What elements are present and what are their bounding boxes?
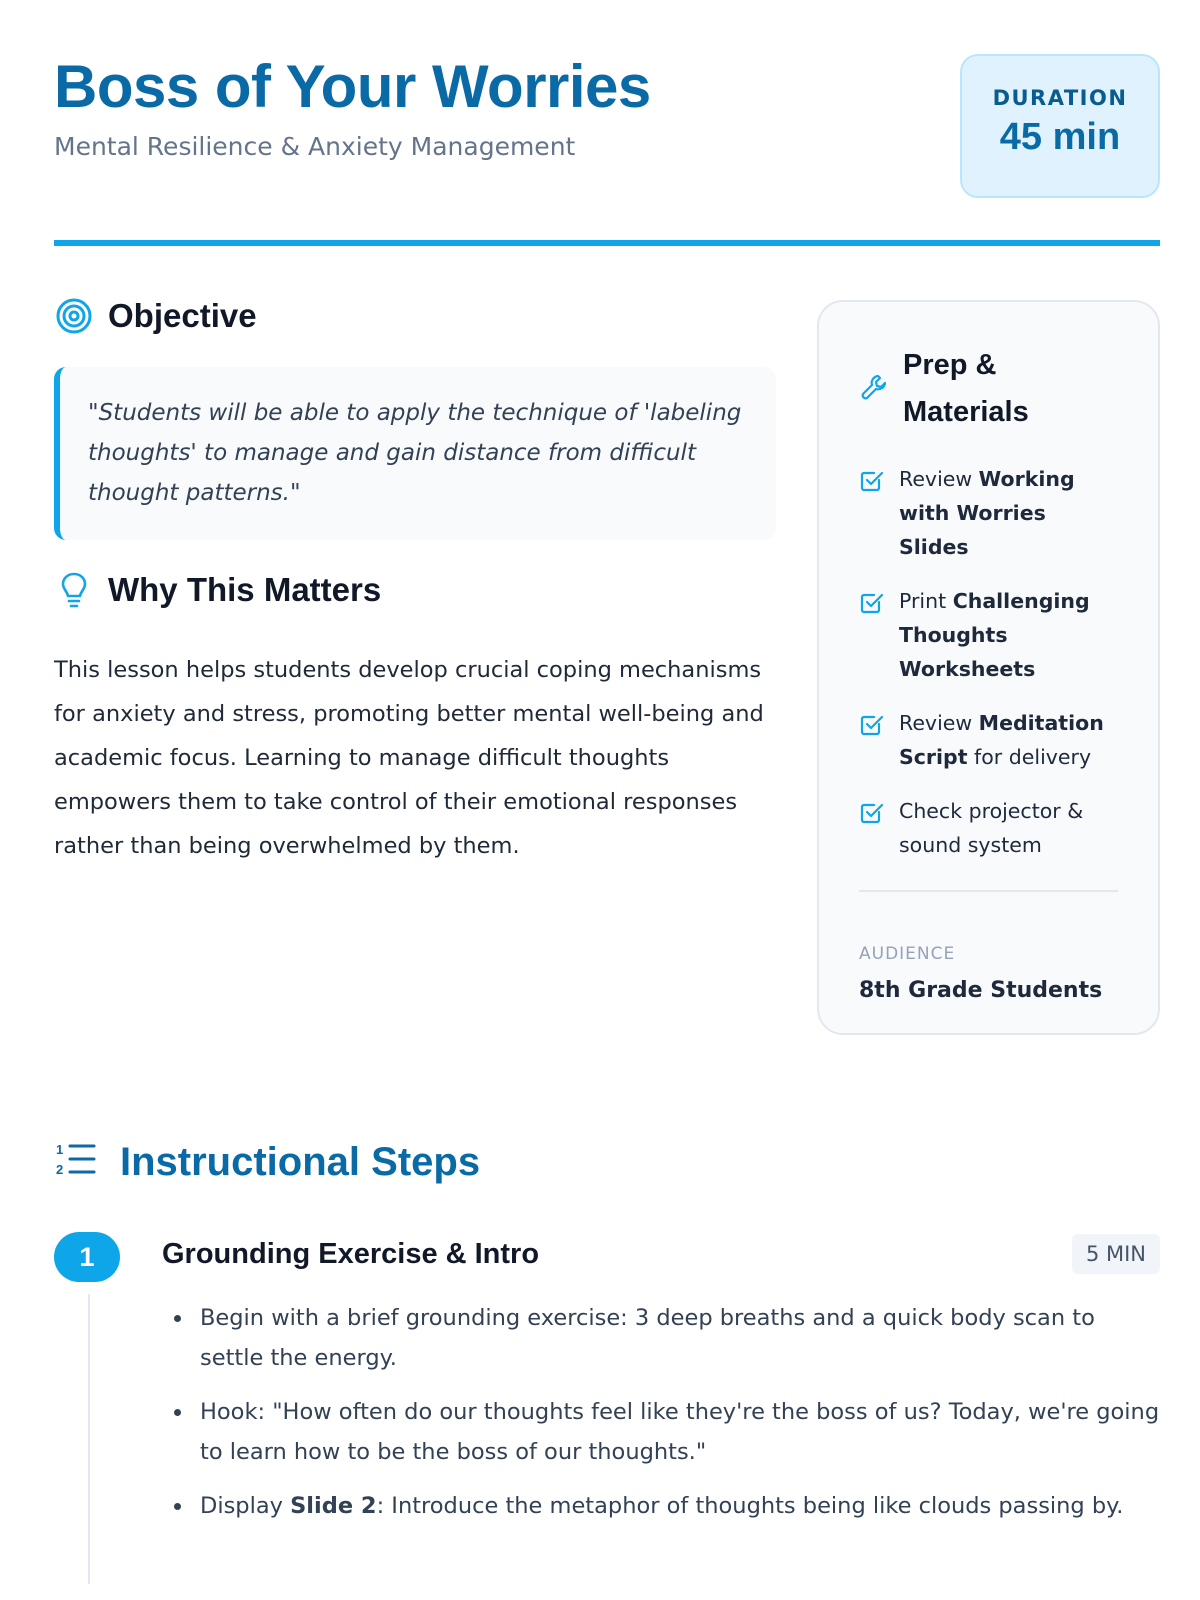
checkbox-icon bbox=[859, 468, 887, 499]
prep-checklist-item bbox=[859, 584, 1118, 686]
prep-heading: Prep & Materials bbox=[903, 349, 1029, 428]
checkbox-icon bbox=[859, 712, 887, 743]
numbered-list-icon bbox=[54, 1140, 100, 1185]
prep-item-text bbox=[899, 584, 1118, 686]
objective-quote bbox=[54, 367, 776, 540]
why-text: This lesson helps students develop crucial coping mechanisms for anxiety and stress, promoting better mental well-being and academic focus. Learning to manage difficult thoughts empowers them to take control of their emotional responses rather than being overwhelmed by them. bbox=[54, 657, 764, 859]
objective-text: "Students will be able to apply the technique of 'labeling thoughts' to manage and gain distance from difficult thought patterns." bbox=[88, 400, 742, 506]
header-divider bbox=[54, 240, 1160, 246]
step-bullet-post: : Introduce the metaphor of thoughts being like clouds passing by. bbox=[376, 1493, 1124, 1519]
lesson-title: Boss of Your Worries bbox=[54, 53, 651, 120]
duration-label: DURATION bbox=[992, 86, 1128, 110]
audience-label: AUDIENCE bbox=[859, 944, 956, 964]
prep-item-pre: Check projector & sound system bbox=[899, 799, 1084, 857]
prep-item-pre: Review bbox=[899, 711, 979, 735]
prep-item-pre: Print bbox=[899, 589, 953, 613]
lesson-subtitle: Mental Resilience & Anxiety Management bbox=[54, 132, 576, 161]
checkbox-icon bbox=[859, 800, 887, 831]
step-bullet-pre: Display bbox=[200, 1493, 291, 1519]
prep-checklist-item bbox=[859, 462, 1118, 564]
step-bullet-pre: Hook: "How often do our thoughts feel like they're the boss of us? Today, we're going to learn how to be the boss of our thoughts." bbox=[200, 1399, 1160, 1465]
why-heading-row bbox=[54, 570, 381, 610]
steps-heading: Instructional Steps bbox=[120, 1140, 481, 1184]
prep-checklist bbox=[859, 462, 1118, 862]
objective-heading: Objective bbox=[108, 297, 257, 334]
objective-heading-row bbox=[54, 296, 257, 336]
step-bullet bbox=[194, 1486, 1160, 1526]
prep-item-text bbox=[899, 462, 1118, 564]
wrench-icon bbox=[859, 372, 889, 407]
step-bullet-list bbox=[194, 1298, 1160, 1540]
prep-item-pre: Review bbox=[899, 467, 979, 491]
prep-item-bold: Challenging Thoughts Worksheets bbox=[899, 589, 1090, 681]
prep-item-bold: Meditation Script bbox=[899, 711, 1104, 769]
svg-text:2: 2 bbox=[56, 1162, 64, 1177]
step-title: Grounding Exercise & Intro bbox=[162, 1238, 540, 1270]
duration-value: 45 min bbox=[999, 116, 1121, 158]
prep-divider bbox=[859, 890, 1118, 892]
prep-item-bold: Working with Worries Slides bbox=[899, 467, 1075, 559]
prep-checklist-item bbox=[859, 794, 1118, 862]
step-bullet-bold: Slide 2 bbox=[290, 1493, 377, 1519]
step-bullet bbox=[194, 1298, 1160, 1378]
audience-value: 8th Grade Students bbox=[859, 978, 1103, 1003]
steps-heading-row bbox=[54, 1140, 480, 1185]
svg-text:1: 1 bbox=[56, 1142, 64, 1157]
lesson-header bbox=[54, 52, 1160, 202]
step-number: 1 bbox=[54, 1232, 120, 1282]
step-timeline-line bbox=[88, 1294, 90, 1584]
lightbulb-icon bbox=[54, 570, 94, 610]
target-icon bbox=[54, 296, 94, 336]
duration-badge bbox=[960, 54, 1160, 198]
step-bullet bbox=[194, 1392, 1160, 1472]
prep-item-text bbox=[899, 706, 1118, 774]
prep-heading-row bbox=[859, 342, 1118, 436]
prep-item-text bbox=[899, 794, 1118, 862]
prep-materials-card bbox=[817, 300, 1160, 1035]
why-heading: Why This Matters bbox=[108, 571, 382, 608]
prep-checklist-item bbox=[859, 706, 1118, 774]
prep-item-post: for delivery bbox=[967, 745, 1092, 769]
step-bullet-pre: Begin with a brief grounding exercise: 3 deep breaths and a quick body scan to settle the energy. bbox=[200, 1305, 1095, 1371]
checkbox-icon bbox=[859, 590, 887, 621]
step-duration-badge: 5 MIN bbox=[1072, 1234, 1160, 1274]
